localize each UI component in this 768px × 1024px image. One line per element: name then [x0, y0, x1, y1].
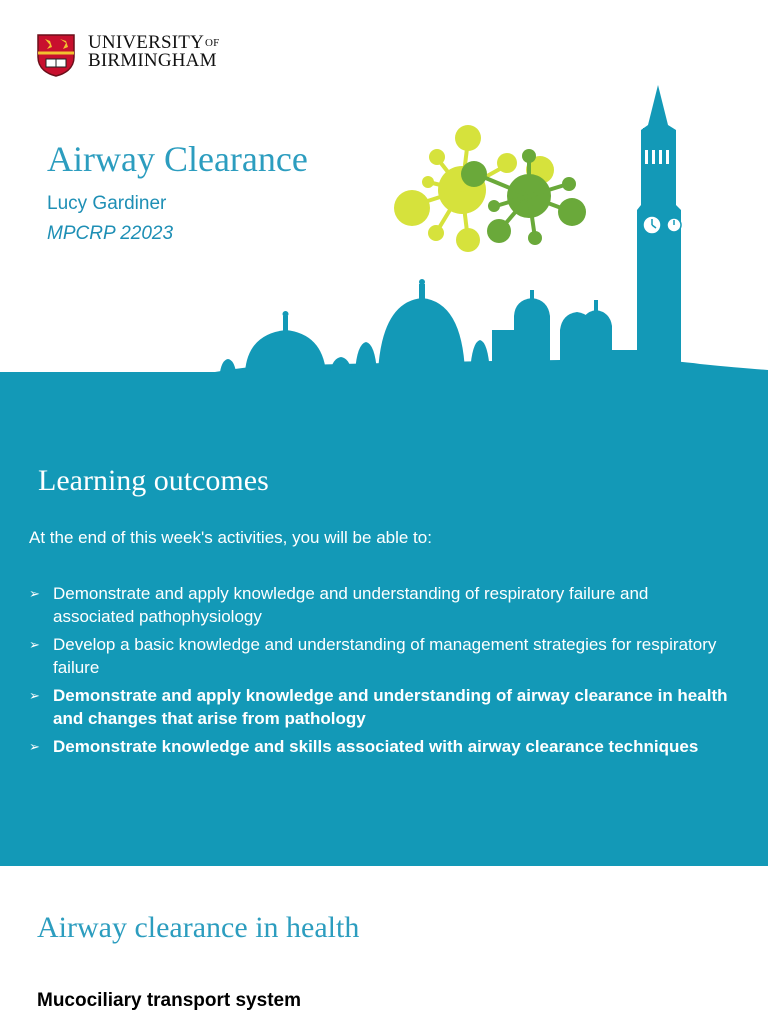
learning-outcomes-intro: At the end of this week's activities, you will be able to:	[29, 528, 432, 547]
learning-outcome-item	[29, 582, 729, 628]
learning-outcomes-list	[29, 582, 729, 763]
author-name: Lucy Gardiner	[47, 193, 167, 214]
learning-outcomes-title: Learning outcomes	[38, 464, 269, 497]
arrow-bullet-icon: ➢	[29, 586, 40, 601]
university-name-line2: BIRMINGHAM	[88, 50, 217, 71]
section-subtitle: Mucociliary transport system	[37, 990, 301, 1011]
birmingham-skyline-illustration	[0, 0, 768, 372]
learning-outcome-item	[29, 633, 729, 679]
title-slide	[0, 0, 768, 372]
arrow-bullet-icon: ➢	[29, 688, 40, 703]
learning-outcome-item	[29, 735, 729, 758]
airway-clearance-health-slide	[0, 866, 768, 1024]
module-code: MPCRP 22023	[47, 223, 174, 244]
learning-outcome-text: Demonstrate and apply knowledge and understanding of respiratory failure and associated pathophysiology	[53, 584, 649, 626]
university-name-of: OF	[205, 37, 220, 49]
learning-outcomes-slide	[0, 372, 768, 866]
learning-outcome-text: Develop a basic knowledge and understanding of management strategies for respiratory failure	[53, 635, 717, 677]
learning-outcome-text: Demonstrate knowledge and skills associated with airway clearance techniques	[53, 737, 699, 756]
arrow-bullet-icon: ➢	[29, 637, 40, 652]
presentation-title: Airway Clearance	[47, 139, 308, 179]
section-title: Airway clearance in health	[37, 911, 360, 944]
university-name-line1: UNIVERSITY	[88, 32, 204, 53]
arrow-bullet-icon: ➢	[29, 739, 40, 754]
learning-outcome-item	[29, 684, 729, 730]
learning-outcome-text: Demonstrate and apply knowledge and understanding of airway clearance in health and changes that arise from pathology	[53, 686, 728, 728]
